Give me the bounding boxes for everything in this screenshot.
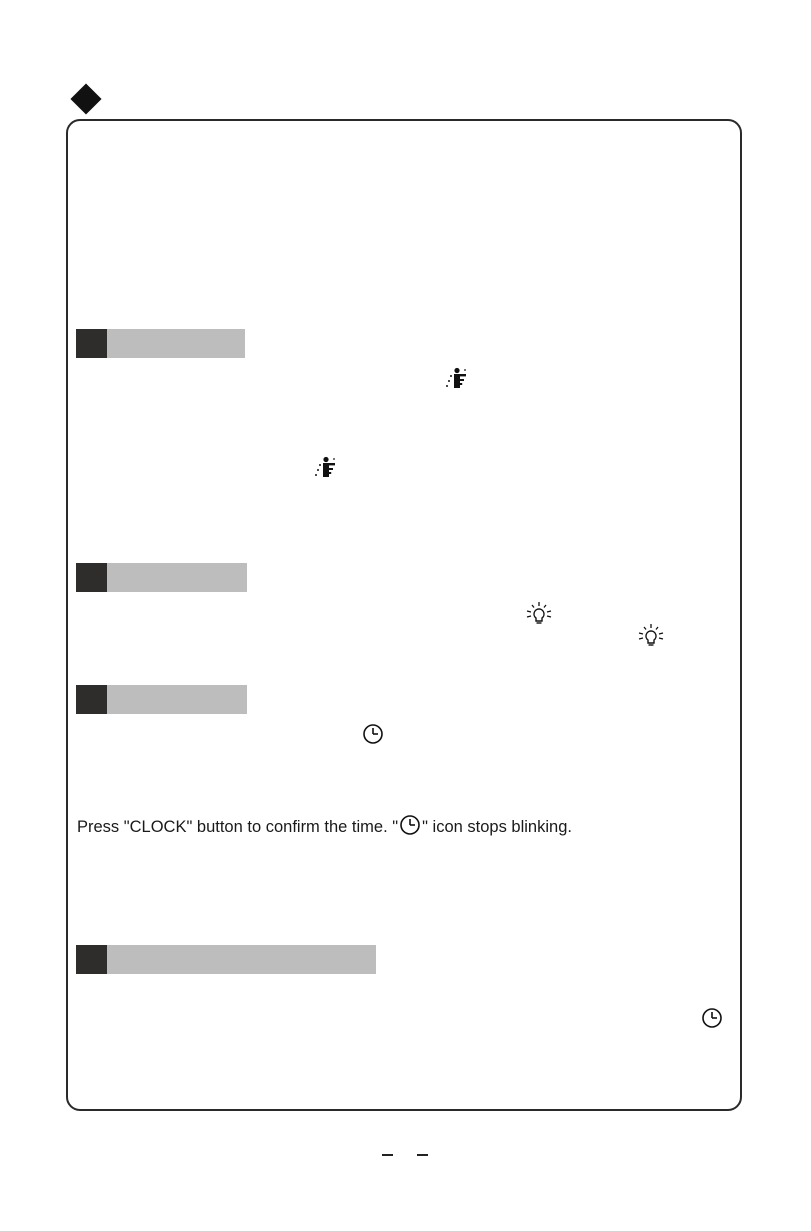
clock-icon (399, 814, 421, 836)
section-header-band (107, 563, 247, 592)
section-header-block (76, 563, 107, 592)
page-number-dash (382, 1154, 393, 1156)
instruction-text-start: Press "CLOCK" button to confirm the time. " (77, 818, 399, 836)
section-header-block (76, 945, 107, 974)
section-header-bar-1 (76, 329, 245, 358)
section-header-block (76, 329, 107, 358)
clock-icon (701, 1007, 723, 1029)
lightbulb-icon (524, 601, 554, 627)
instruction-text-end: " icon stops blinking. (422, 818, 572, 836)
section-header-bar-2 (76, 563, 247, 592)
page-number-dash (417, 1154, 428, 1156)
section-header-band (107, 945, 376, 974)
section-header-band (107, 685, 247, 714)
clock-confirm-instruction (77, 814, 572, 837)
section-diamond-marker (70, 83, 101, 114)
person-sensor-icon (313, 456, 337, 480)
person-sensor-icon (444, 367, 468, 391)
section-header-block (76, 685, 107, 714)
clock-icon (362, 723, 384, 745)
section-header-band (107, 329, 245, 358)
section-header-bar-4 (76, 945, 376, 974)
section-header-bar-3 (76, 685, 247, 714)
lightbulb-icon (636, 623, 666, 649)
